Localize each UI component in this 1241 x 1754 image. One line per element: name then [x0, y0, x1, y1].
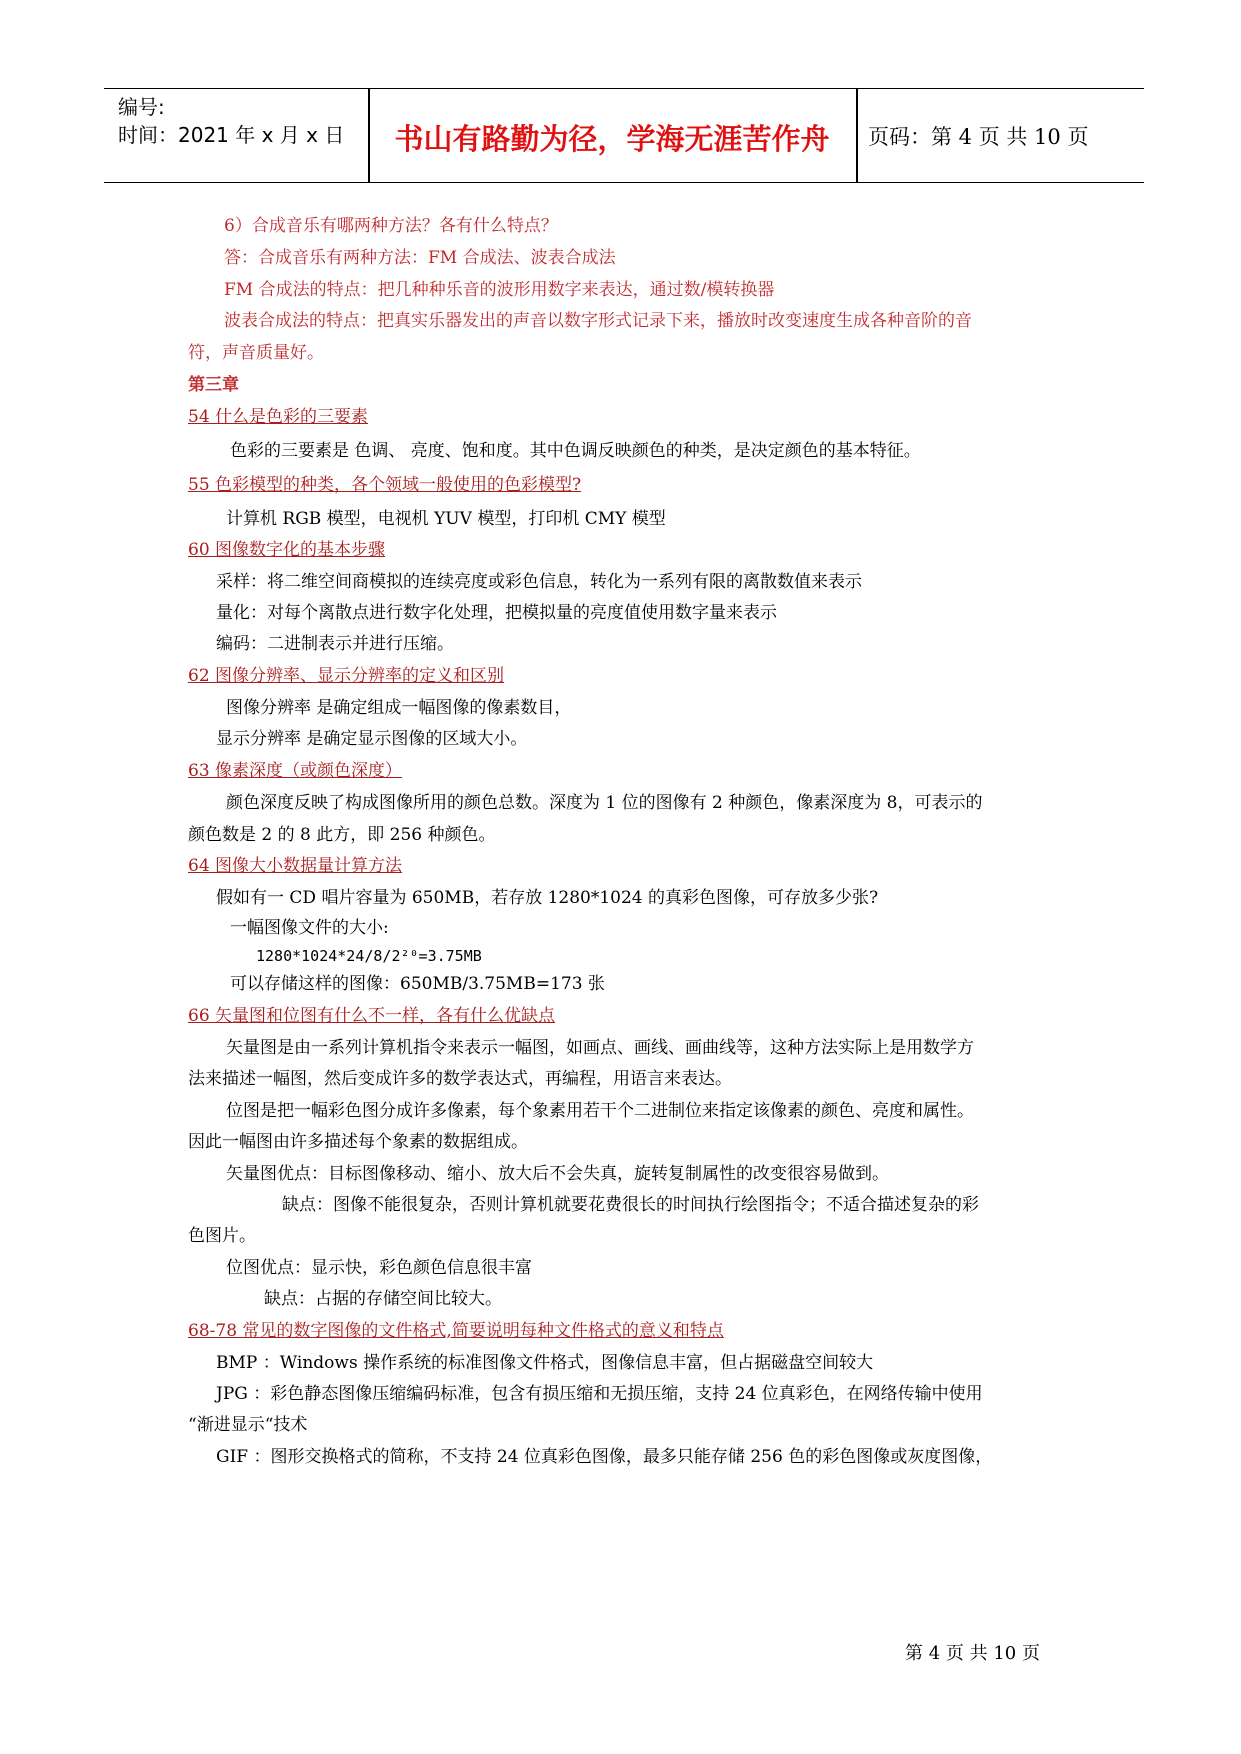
format-line: “渐进显示“技术 [188, 1415, 308, 1435]
section-heading: 62 图像分辨率、显示分辨率的定义和区别 [188, 666, 505, 686]
format-line: GIF ：图形交换格式的简称，不支持 24 位真彩色图像，最多只能存储 256 色的彩色图像或灰度图像， [216, 1447, 993, 1467]
body-line: 矢量图优点：目标图像移动、缩小、放大后不会失真，旋转复制属性的改变很容易做到。 [226, 1164, 889, 1184]
header-motto: 书山有路勤为径，学海无涯苦作舟 [394, 122, 830, 156]
formula-line: 1280*1024*24/8/2²⁰=3.75MB [256, 947, 482, 965]
question-line: 6）合成音乐有哪两种方法？各有什么特点？ [224, 216, 558, 236]
body-line: 缺点：占据的存储空间比较大。 [264, 1289, 502, 1309]
body-line: 一幅图像文件的大小: [230, 918, 389, 938]
body-line: 颜色数是 2 的 8 此方，即 256 种颜色。 [188, 825, 496, 845]
body-line: 位图是把一幅彩色图分成许多像素，每个象素用若干个二进制位来指定该像素的颜色、亮度和属性。 [226, 1101, 974, 1121]
body-line: 采样：将二维空间商模拟的连续亮度或彩色信息，转化为一系列有限的离散数值来表示 [216, 572, 862, 592]
page-header [104, 88, 1144, 183]
section-heading: 63 像素深度（或颜色深度） [188, 761, 403, 781]
chapter-heading: 第三章 [188, 375, 239, 395]
body-line: 因此一幅图由许多描述每个象素的数据组成。 [188, 1132, 528, 1152]
answer-line: FM 合成法的特点：把几种种乐音的波形用数字来表达，通过数/模转换器 [224, 280, 775, 300]
answer-line: 答：合成音乐有两种方法：FM 合成法、波表合成法 [224, 248, 616, 268]
body-line: 色图片。 [188, 1226, 256, 1246]
body-line: 计算机 RGB 模型，电视机 YUV 模型，打印机 CMY 模型 [226, 509, 666, 529]
section-heading: 66 矢量图和位图有什么不一样，各有什么优缺点 [188, 1006, 556, 1026]
body-line: 法来描述一幅图，然后变成许多的数学表达式，再编程，用语言来表达。 [188, 1069, 732, 1089]
header-page-label: 页码：第 4 页 共 10 页 [868, 125, 1089, 149]
format-line: BMP ：Windows 操作系统的标准图像文件格式，图像信息丰富，但占据磁盘空间较大 [216, 1353, 874, 1373]
body-line: 量化：对每个离散点进行数字化处理，把模拟量的亮度值使用数字量来表示 [216, 603, 777, 623]
section-heading: 54 什么是色彩的三要素 [188, 407, 369, 427]
format-line: JPG ：彩色静态图像压缩编码标准，包含有损压缩和无损压缩，支持 24 位真彩色，在网络传输中使用 [216, 1384, 983, 1404]
body-line: 编码：二进制表示并进行压缩。 [216, 634, 454, 654]
answer-line: 符，声音质量好。 [188, 343, 324, 363]
document-number-label: 编号: [118, 95, 165, 119]
answer-line: 波表合成法的特点：把真实乐器发出的声音以数字形式记录下来，播放时改变速度生成各种音阶的音 [224, 311, 972, 331]
section-heading: 68-78 常见的数字图像的文件格式,简要说明每种文件格式的意义和特点 [188, 1321, 724, 1341]
body-line: 图像分辨率 是确定组成一幅图像的像素数目， [226, 698, 572, 718]
section-heading: 64 图像大小数据量计算方法 [188, 856, 403, 876]
page-footer: 第 4 页 共 10 页 [905, 1643, 1040, 1664]
section-heading: 55 色彩模型的种类，各个领域一般使用的色彩模型? [188, 475, 582, 495]
body-line: 显示分辨率 是确定显示图像的区域大小。 [216, 729, 528, 749]
body-line: 颜色深度反映了构成图像所用的颜色总数。深度为 1 位的图像有 2 种颜色，像素深度为 8，可表示的 [226, 793, 983, 813]
body-line: 可以存储这样的图像：650MB/3.75MB=173 张 [230, 974, 605, 994]
body-line: 矢量图是由一系列计算机指令来表示一幅图，如画点、画线、画曲线等，这种方法实际上是用数学方 [226, 1038, 974, 1058]
body-line: 缺点：图像不能很复杂，否则计算机就要花费很长的时间执行绘图指令；不适合描述复杂的彩 [282, 1195, 979, 1215]
body-line: 假如有一 CD 唱片容量为 650MB，若存放 1280*1024 的真彩色图像，可存放多少张? [216, 888, 879, 908]
header-left [118, 93, 344, 149]
document-time-label: 时间：2021 年 x 月 x 日 [118, 123, 345, 147]
section-heading: 60 图像数字化的基本步骤 [188, 540, 386, 560]
body-line: 色彩的三要素是 色调、 亮度、饱和度。其中色调反映颜色的种类，是决定颜色的基本特征。 [230, 441, 921, 461]
header-divider [856, 89, 858, 182]
body-line: 位图优点：显示快，彩色颜色信息很丰富 [226, 1258, 532, 1278]
